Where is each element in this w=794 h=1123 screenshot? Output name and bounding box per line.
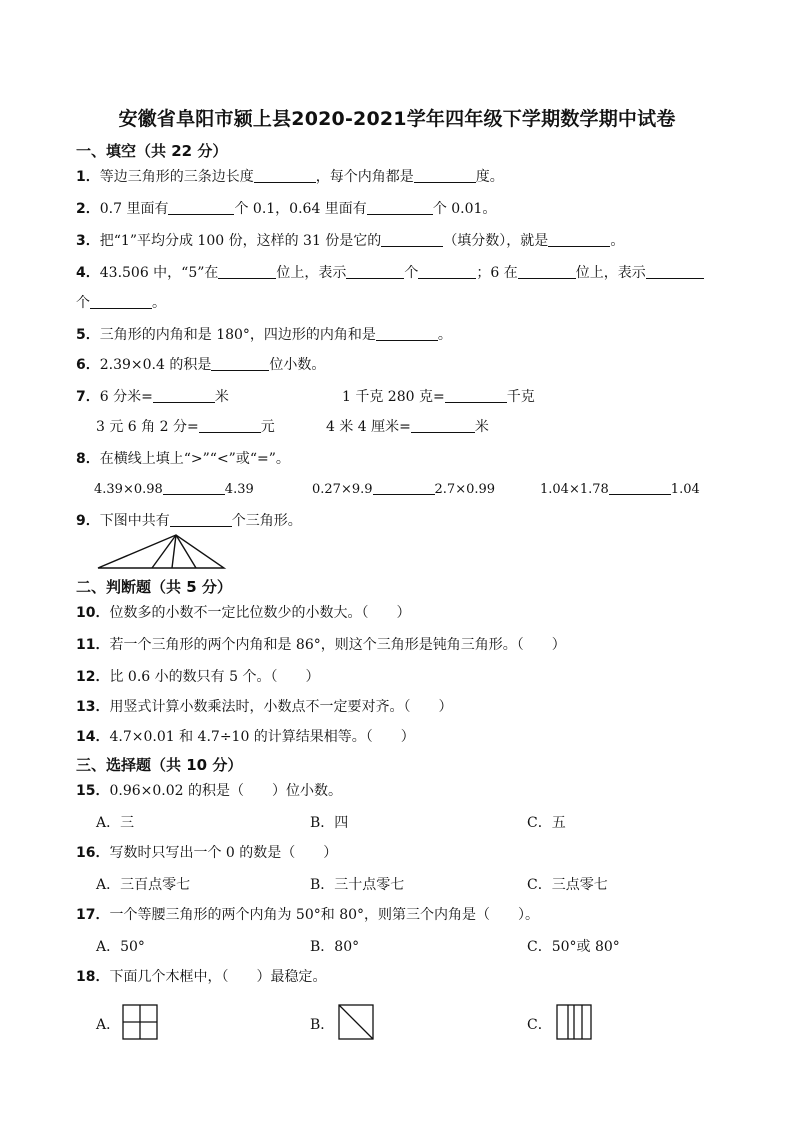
answer-blank[interactable] [376,326,438,341]
option-b[interactable]: B． [310,1017,335,1033]
question-number: 4． [76,265,100,281]
option-a[interactable]: A．50° [96,939,145,955]
section-heading-true-false: 二、判断题（共 5 分） [76,578,232,596]
answer-blank[interactable] [163,480,225,495]
answer-blank[interactable] [646,264,704,279]
question-3: 3．把“1”平均分成 100 份，这样的 31 份是它的 （填分数），就是 。 [76,233,625,249]
question-18: 18．下面几个木框中，（ ）最稳定。 [76,969,327,985]
option-b[interactable]: B．三十点零七 [310,877,405,893]
question-2: 2．0.7 里面有 个 0.1，0.64 里面有 个 0.01。 [76,201,497,217]
answer-blank[interactable] [346,264,404,279]
question-10: 10．位数多的小数不一定比位数少的小数大。（ ） [76,605,411,621]
question-number: 1． [76,169,100,185]
question-number: 10． [76,605,110,621]
diagonal-brace-frame-figure [338,1004,374,1040]
question-number: 13． [76,699,110,715]
answer-blank[interactable] [367,200,433,215]
question-number: 16． [76,845,110,861]
question-17: 17．一个等腰三角形的两个内角为 50°和 80°，则第三个内角是（ ）。 [76,907,540,923]
answer-blank[interactable] [411,418,475,433]
question-number: 5． [76,327,100,343]
answer-blank[interactable] [254,168,316,183]
question-6: 6．2.39×0.4 的积是 位小数。 [76,357,326,373]
answer-blank[interactable] [218,264,276,279]
cross-grid-frame-figure [122,1004,158,1040]
question-8-compare-2: 0.27×9.9 2.7×0.99 [312,482,496,497]
question-8: 8．在横线上填上“>”“<”或“=”。 [76,451,290,467]
question-number: 7． [76,389,100,405]
question-5: 5．三角形的内角和是 180°，四边形的内角和是 。 [76,327,452,343]
answer-blank[interactable] [153,388,215,403]
question-7-row-1-right: 1 千克 280 克= 千克 [342,389,535,405]
question-8-compare-3: 1.04×1.78 1.04 [540,482,700,497]
option-b[interactable]: B．80° [310,939,360,955]
answer-blank[interactable] [211,356,269,371]
option-c[interactable]: C． [527,1017,552,1033]
answer-blank[interactable] [373,480,435,495]
question-number: 18． [76,969,110,985]
question-number: 17． [76,907,110,923]
answer-blank[interactable] [168,200,234,215]
question-number: 15． [76,783,110,799]
answer-blank[interactable] [170,512,232,527]
question-12: 12．比 0.6 小的数只有 5 个。（ ） [76,669,320,685]
answer-blank[interactable] [381,232,443,247]
question-13: 13．用竖式计算小数乘法时，小数点不一定要对齐。（ ） [76,699,453,715]
question-number: 9． [76,513,100,529]
question-1: 1．等边三角形的三条边长度 ，每个内角都是 度。 [76,169,504,185]
question-14: 14．4.7×0.01 和 4.7÷10 的计算结果相等。（ ） [76,729,415,745]
answer-blank[interactable] [418,264,476,279]
question-16: 16．写数时只写出一个 0 的数是（ ） [76,845,338,861]
option-a[interactable]: A．三 [96,815,135,831]
answer-blank[interactable] [609,480,671,495]
option-b[interactable]: B．四 [310,815,349,831]
option-c[interactable]: C．五 [527,815,566,831]
question-8-compare-1: 4.39×0.98 4.39 [94,482,254,497]
question-9: 9．下图中共有 个三角形。 [76,513,302,529]
question-4-line-1: 4．43.506 中，“5”在 位上，表示 个 ；6 在 位上，表示 [76,262,704,282]
option-c[interactable]: C．50°或 80° [527,939,620,955]
answer-blank[interactable] [90,294,152,309]
answer-blank[interactable] [518,264,576,279]
section-heading-fill-in: 一、填空（共 22 分） [76,142,228,160]
question-7-row-1: 7．6 分米= 米 [76,389,229,405]
question-number: 6． [76,357,100,373]
section-heading-multiple-choice: 三、选择题（共 10 分） [76,756,243,774]
question-number: 14． [76,729,110,745]
triangle-figure [96,532,226,572]
question-number: 3． [76,233,100,249]
option-a[interactable]: A． [96,1017,121,1033]
question-7-row-2: 3 元 6 角 2 分= 元 [96,419,275,435]
vertical-bars-frame-figure [556,1004,592,1040]
question-number: 11． [76,637,110,653]
question-15: 15．0.96×0.02 的积是（ ）位小数。 [76,783,343,799]
question-number: 12． [76,669,110,685]
answer-blank[interactable] [445,388,507,403]
answer-blank[interactable] [414,168,476,183]
page-title: 安徽省阜阳市颍上县2020-2021学年四年级下学期数学期中试卷 [118,108,676,130]
option-c[interactable]: C．三点零七 [527,877,608,893]
question-4-line-2: 个 。 [76,295,166,311]
question-7-row-2-right: 4 米 4 厘米= 米 [326,419,489,435]
question-number: 2． [76,201,100,217]
option-a[interactable]: A．三百点零七 [96,877,191,893]
question-11: 11．若一个三角形的两个内角和是 86°，则这个三角形是钝角三角形。（ ） [76,637,566,653]
answer-blank[interactable] [199,418,261,433]
question-number: 8． [76,451,100,467]
answer-blank[interactable] [548,232,610,247]
